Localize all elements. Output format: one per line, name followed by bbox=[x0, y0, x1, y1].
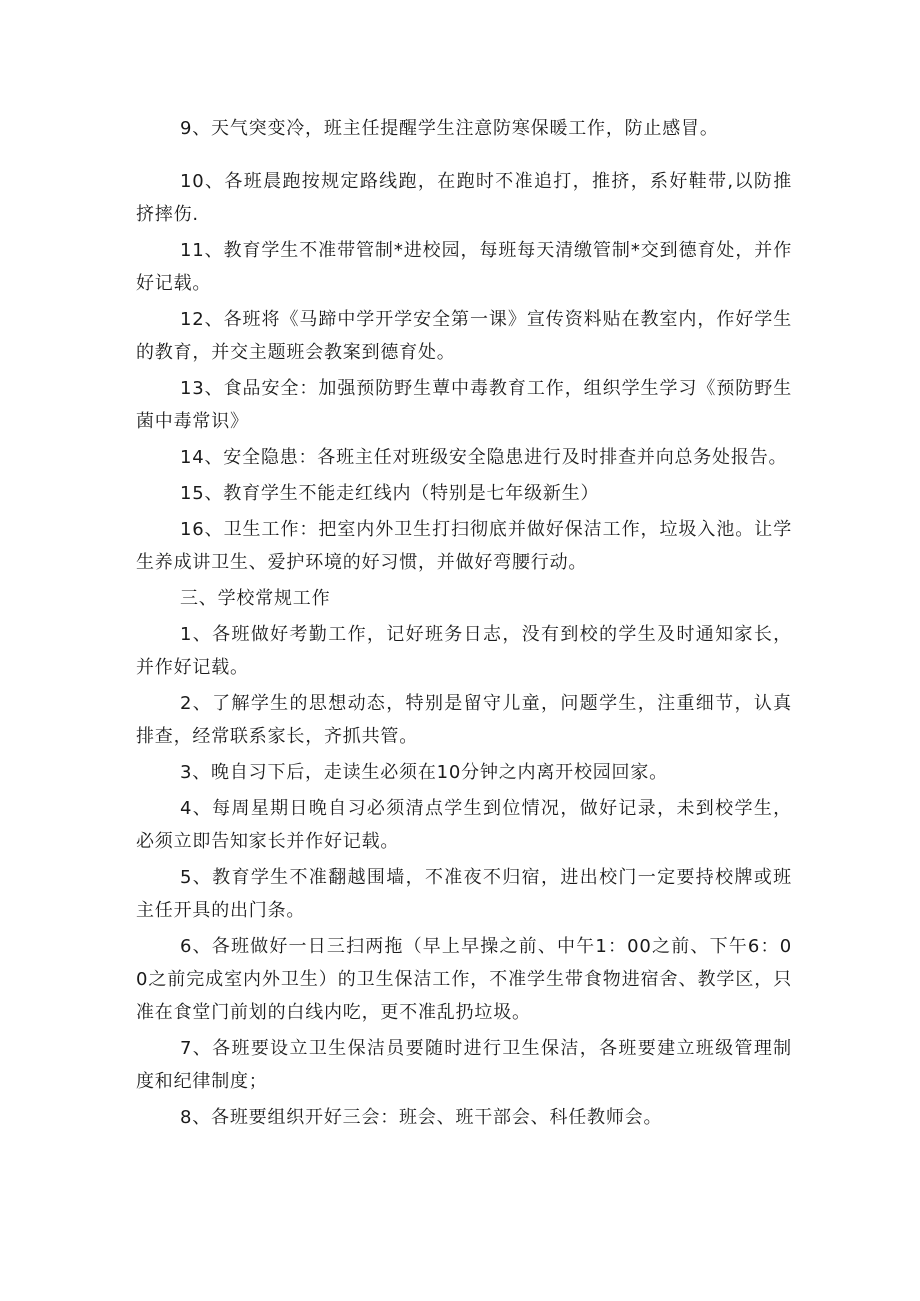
paragraph-routine-3: 3、晚自习下后，走读生必须在10分钟之内离开校园回家。 bbox=[180, 762, 668, 783]
paragraph-item-16: 16、卫生工作：把室内外卫生打扫彻底并做好保洁工作，垃圾入池。让学生养成讲卫生、爱护环境的好习惯，并做好弯腰行动。 bbox=[136, 519, 792, 573]
paragraph-item-10: 10、各班晨跑按规定路线跑，在跑时不准追打，推挤，系好鞋带,以防推挤摔伤. bbox=[136, 171, 792, 225]
paragraph-routine-5: 5、教育学生不准翻越围墙，不准夜不归宿，进出校门一定要持校牌或班主任开具的出门条。 bbox=[136, 867, 792, 921]
paragraph-routine-4: 4、每周星期日晚自习必须清点学生到位情况，做好记录，未到校学生，必须立即告知家长并作好记载。 bbox=[136, 798, 792, 852]
paragraph-routine-7: 7、各班要设立卫生保洁员要随时进行卫生保洁，各班要建立班级管理制度和纪律制度； bbox=[136, 1038, 792, 1092]
paragraph-item-9: 9、天气突变冷，班主任提醒学生注意防寒保暖工作，防止感冒。 bbox=[180, 118, 719, 139]
paragraph-routine-2: 2、了解学生的思想动态，特别是留守儿童，问题学生，注重细节，认真排查，经常联系家长，齐抓共管。 bbox=[136, 693, 792, 747]
paragraph-routine-8: 8、各班要组织开好三会：班会、班干部会、科任教师会。 bbox=[180, 1107, 663, 1128]
paragraph-item-13: 13、食品安全：加强预防野生蕈中毒教育工作，组织学生学习《预防野生菌中毒常识》 bbox=[136, 378, 792, 432]
paragraph-item-11: 11、教育学生不准带管制*进校园，每班每天清缴管制*交到德育处，并作好记载。 bbox=[136, 240, 792, 294]
paragraph-routine-6: 6、各班做好一日三扫两拖（早上早操之前、中午1：00之前、下午6：00之前完成室内外卫生）的卫生保洁工作，不准学生带食物进宿舍、教学区，只准在食堂门前划的白线内吃，更不准乱扔垃圾。 bbox=[136, 936, 792, 1023]
paragraph-routine-1: 1、各班做好考勤工作，记好班务日志，没有到校的学生及时通知家长，并作好记载。 bbox=[136, 624, 792, 678]
paragraph-item-15: 15、教育学生不能走红线内（特别是七年级新生） bbox=[180, 483, 600, 504]
paragraph-item-12: 12、各班将《马蹄中学开学安全第一课》宣传资料贴在教室内，作好学生的教育，并交主题班会教案到德育处。 bbox=[136, 309, 792, 363]
paragraph-item-14: 14、安全隐患：各班主任对班级安全隐患进行及时排查并向总务处报告。 bbox=[180, 447, 788, 468]
document-body bbox=[136, 112, 792, 1137]
section-heading: 三、学校常规工作 bbox=[180, 588, 331, 609]
